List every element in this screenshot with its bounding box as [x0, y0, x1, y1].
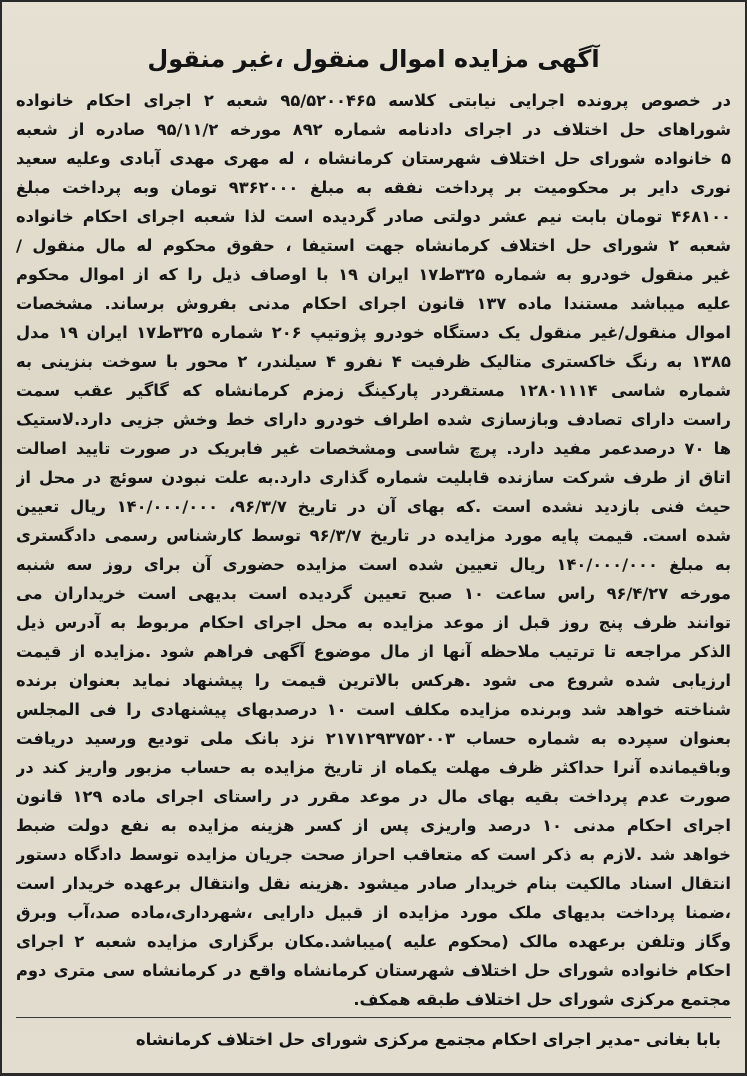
notice-line: ارزیابی شده شروع می شود .هرکس بالاترین قیمت را پیشنهاد نماید بعنوان برنده	[16, 671, 731, 690]
notice-line: غیر منقول خودرو به شماره ۳۲۵ط۱۷ ایران ۱۹ با اوصاف ذیل را که از اموال محکوم	[16, 265, 731, 284]
notice-line: وباقیمانده آنرا حداکثر ظرف مهلت یکماه از تاریخ مزایده به حساب مزبور واریز کند در	[16, 758, 731, 777]
notice-line: ۵ خانواده شورای حل اختلاف شهرستان کرمانشاه ، له مهری مهدی آبادی وعلیه سعید	[16, 149, 731, 168]
notice-body	[16, 86, 731, 1014]
notice-line: شوراهای حل اختلاف در اجرای دادنامه شماره ۸۹۲ مورخه ۹۵/۱۱/۲ صادره از شعبه	[16, 120, 731, 139]
notice-line: توانند ظرف پنج روز قبل از موعد مزایده به محل اجرای احکام مربوط به آدرس ذیل	[16, 613, 731, 632]
notice-line: حیث فنی بازدید نشده است .که بهای آن در تاریخ ۹۶/۳/۷، ۱۴۰/۰۰۰/۰۰۰ ریال تعیین	[16, 497, 731, 516]
notice-line: اجرای احکام مدنی ۱۰ درصد واریزی پس از کسر هزینه مزایده به نفع دولت ضبط	[16, 816, 731, 835]
notice-line: نوری دایر بر محکومیت بر پرداخت نفقه به مبلغ ۹۳۶۲۰۰۰ تومان وبه پرداخت مبلغ	[16, 178, 731, 197]
notice-line: ۴۶۸۱۰۰ تومان بابت نیم عشر دولتی صادر گردیده است لذا شعبه اجرای احکام خانواده	[16, 207, 731, 226]
notice-line: در خصوص پرونده اجرایی نیابتی کلاسه ۹۵/۵۲۰۰۴۶۵ شعبه ۲ اجرای احکام خانواده	[16, 91, 731, 110]
notice-line: ها ۷۰ درصدعمر مفید دارد. پرچ شاسی ومشخصات غیر فابریک در صورت تایید اصالت	[16, 439, 731, 458]
notice-line: اتاق از طرف شرکت سازنده قابلیت شماره گذاری دارد.به علت نبودن سوئچ در محل از	[16, 468, 731, 487]
signature-divider	[16, 1017, 731, 1018]
notice-line: شناخته خواهد شد وبرنده مزایده مکلف است ۱۰ درصدبهای پیشنهادی را فی المجلس	[16, 700, 731, 719]
notice-line: شماره شاسی ۱۲۸۰۱۱۱۴ مستقردر پارکینگ زمزم کرمانشاه که گاگیر عقب سمت	[16, 381, 731, 400]
notice-line: احکام خانواده شورای حل اختلاف شهرستان کرمانشاه واقع در کرمانشاه سی متری دوم	[16, 961, 731, 980]
notice-line: مورخه ۹۶/۴/۲۷ راس ساعت ۱۰ صبح تعیین گردیده است بدیهی است خریداران می	[16, 584, 731, 603]
notice-line: صورت عدم پرداخت بقیه بهای مال در موعد مقرر در راستای اجرای ماده ۱۲۹ قانون	[16, 787, 731, 806]
notice-line: ۱۳۸۵ به رنگ خاکستری متالیک ظرفیت ۴ نفرو ۴ سیلندر، ۲ محور با سوخت بنزینی به	[16, 352, 731, 371]
notice-line: الذکر مراجعه تا ترتیب ملاحظه آنها از مال موضوع آگهی فراهم شود .مزایده از قیمت	[16, 642, 731, 661]
notice-line: اموال منقول/غیر منقول یک دستگاه خودرو پژوتیپ ۲۰۶ شماره ۳۲۵ط۱۷ ایران ۱۹ مدل	[16, 323, 731, 342]
notice-signature: بابا بغانی -مدیر اجرای احکام مجتمع مرکزی شورای حل اختلاف کرمانشاه	[135, 1030, 721, 1049]
notice-line: خواهد شد .لازم به ذکر است که متعاقب احراز صحت جریان مزایده توسط دادگاه دستور	[16, 845, 731, 864]
notice-line: وگاز وتلفن برعهده مالک (محکوم علیه )میباشد.مکان برگزاری مزایده شعبه ۲ اجرای	[16, 932, 731, 951]
notice-title: آگهی مزایده اموال منقول ،غیر منقول	[147, 45, 600, 73]
notice-line: شده است. قیمت پایه مورد مزایده در تاریخ ۹۶/۳/۷ توسط کارشناس رسمی دادگستری	[16, 526, 731, 545]
notice-line: به مبلغ ۱۴۰/۰۰۰/۰۰۰ ریال تعیین شده است مزایده حضوری آن برای روز سه شنبه	[16, 555, 731, 574]
notice-line: مجتمع مرکزی شورای حل اختلاف طبقه همکف.	[353, 990, 731, 1009]
notice-line: شعبه ۲ شورای حل اختلاف کرمانشاه جهت استیفا ، حقوق محکوم له مال منقول /	[16, 236, 731, 255]
notice-line: علیه میباشد مستندا ماده ۱۳۷ قانون اجرای احکام مدنی بفروش برساند. مشخصات	[16, 294, 731, 313]
notice-line: انتقال اسناد مالکیت بنام خریدار صادر میشود .هزینه نقل وانتقال برعهده خریدار است	[16, 874, 731, 893]
notice-line: بعنوان سپرده به شماره حساب ۲۱۷۱۲۹۳۷۵۲۰۰۳ نزد بانک ملی تودیع ورسید دریافت	[16, 729, 731, 748]
notice-line: ،ضمنا پرداخت بدیهای ملک مورد مزایده از قبیل دارایی ،شهرداری،ماده صد،آب وبرق	[16, 903, 731, 922]
notice-line: راست دارای تصادف وبازسازی شده اطراف خودرو دارای خط وخش جزیی دارد.لاستیک	[16, 410, 731, 429]
